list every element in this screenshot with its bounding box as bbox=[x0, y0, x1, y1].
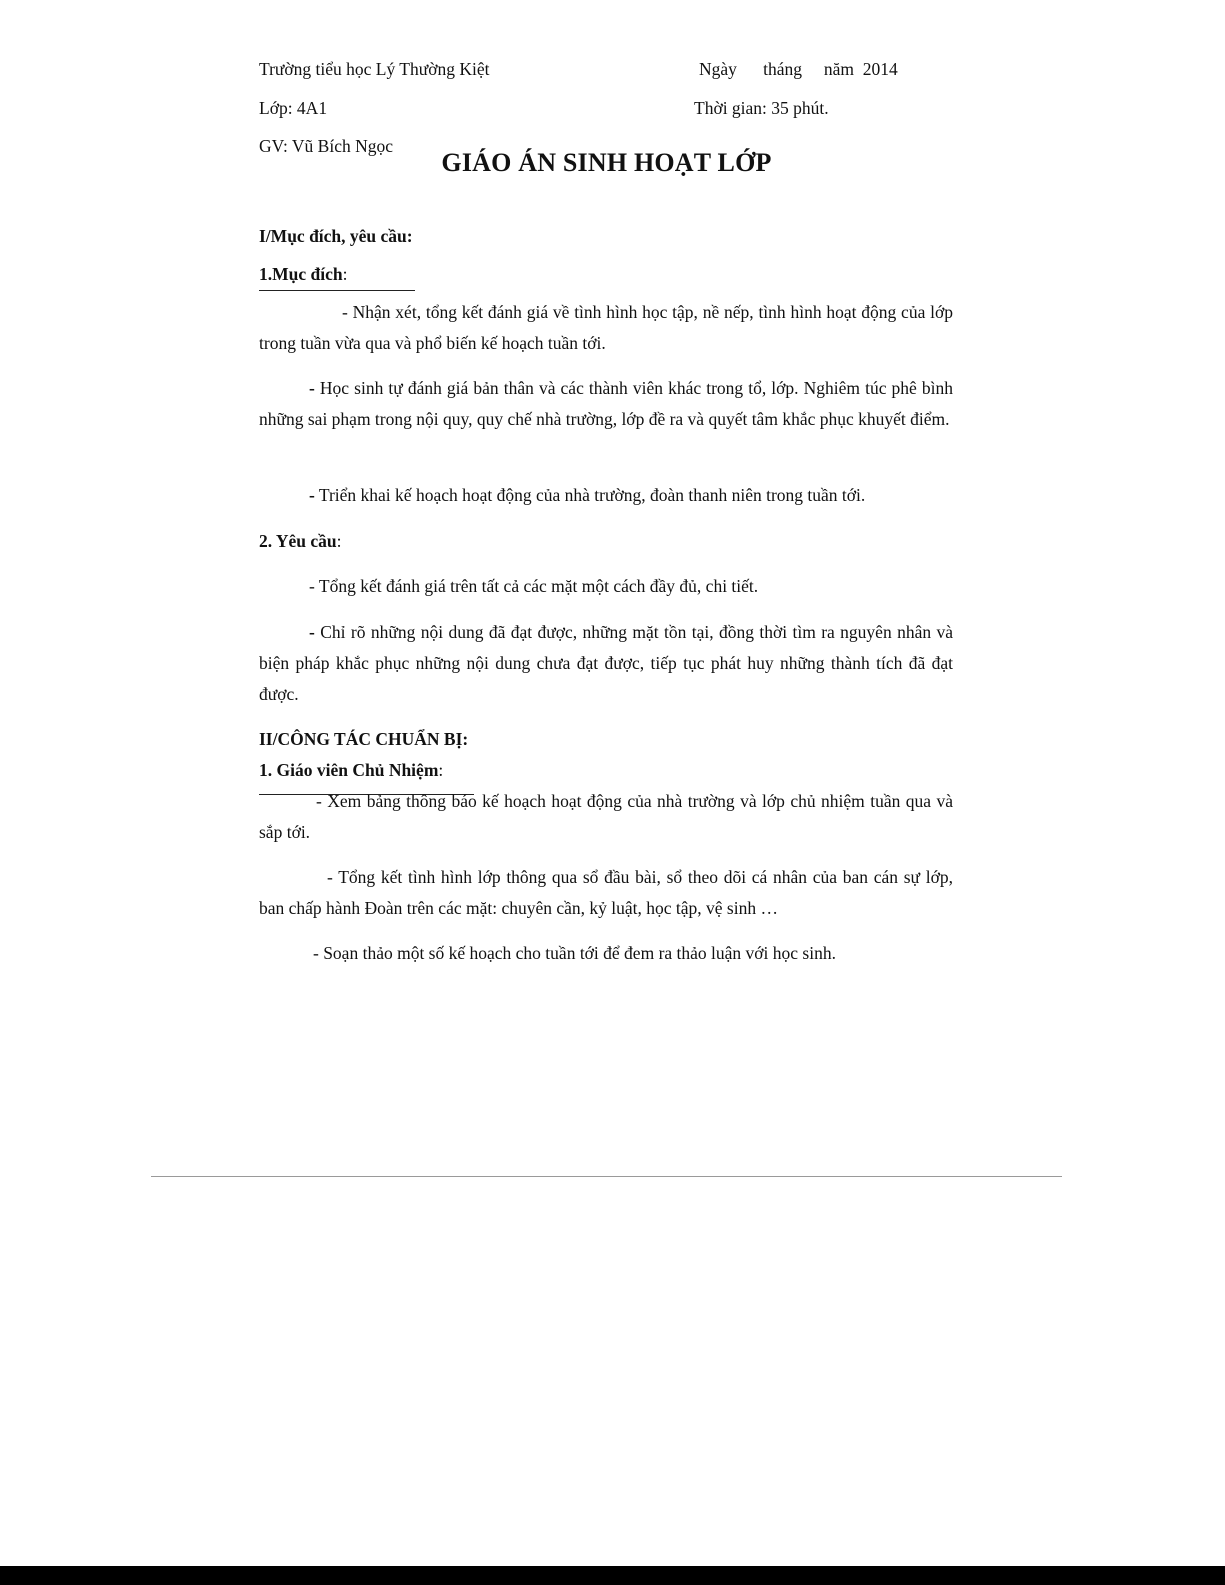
section-2-heading: II/CÔNG TÁC CHUẨN BỊ: bbox=[259, 729, 469, 749]
page-divider bbox=[151, 1176, 1062, 1177]
bullet-dash: - bbox=[309, 485, 315, 505]
section-1-1-label: 1.Mục đích bbox=[259, 264, 343, 284]
date-line: Ngày tháng năm 2014 bbox=[699, 59, 898, 79]
section-1-1-heading bbox=[259, 263, 348, 285]
section-1-heading: I/Mục đích, yêu cầu: bbox=[259, 226, 413, 246]
heading-underline bbox=[259, 290, 415, 291]
paragraph-1-2-a: - Tổng kết đánh giá trên tất cả các mặt một cách đầy đủ, chi tiết. bbox=[309, 576, 759, 596]
paragraph-1-2-b-text: Chỉ rõ những nội dung đã đạt được, những mặt tồn tại, đồng thời tìm ra nguyên nhân và biện pháp khắc phục những nội dung chưa đạt được, tiếp tục phát huy những thành tích đã đạt được. bbox=[259, 622, 953, 704]
section-2-1-heading bbox=[259, 759, 443, 781]
paragraph-1-2-b bbox=[259, 617, 953, 710]
bullet-dash: - bbox=[309, 378, 315, 398]
paragraph-2-1-a: - Xem bảng thông báo kế hoạch hoạt động của nhà trường và lớp chủ nhiệm tuần qua và sắp tới. bbox=[259, 791, 953, 842]
section-1-2-heading bbox=[259, 530, 342, 552]
paragraph-2-1-c: - Soạn thảo một số kế hoạch cho tuần tới để đem ra thảo luận với học sinh. bbox=[313, 943, 836, 963]
paragraph-1-1-a: - Nhận xét, tổng kết đánh giá về tình hình học tập, nề nếp, tình hình hoạt động của lớp trong tuần vừa qua và phổ biến kế hoạch tuần tới. bbox=[259, 302, 953, 353]
bottom-edge-bar bbox=[0, 1566, 1225, 1585]
teacher-line: GV: Vũ Bích Ngọc bbox=[259, 136, 393, 156]
section-1-2-label: 2. Yêu cầu bbox=[259, 531, 337, 551]
paragraph-1-1-c bbox=[259, 480, 953, 511]
class-line: Lớp: 4A1 bbox=[259, 98, 328, 118]
section-2-1-colon: : bbox=[438, 760, 444, 780]
paragraph-1-1-b-text: Học sinh tự đánh giá bản thân và các thành viên khác trong tổ, lớp. Nghiêm túc phê bình những sai phạm trong nội quy, quy chế nhà trường, lớp đề ra và quyết tâm khắc phục khuyết điểm. bbox=[259, 378, 953, 429]
paragraph-1-1-c-text: Triển khai kế hoạch hoạt động của nhà trường, đoàn thanh niên trong tuần tới. bbox=[314, 485, 866, 505]
section-2-1-label: 1. Giáo viên Chủ Nhiệm bbox=[259, 760, 439, 780]
time-line: Thời gian: 35 phút. bbox=[694, 98, 829, 118]
school-name: Trường tiểu học Lý Thường Kiệt bbox=[259, 59, 490, 79]
document-title: GIÁO ÁN SINH HOẠT LỚP bbox=[441, 148, 772, 177]
section-1-1-colon: : bbox=[342, 264, 348, 284]
paragraph-2-1-b: - Tổng kết tình hình lớp thông qua sổ đầu bài, sổ theo dõi cá nhân của ban cán sự lớp, ban chấp hành Đoàn trên các mặt: chuyên cần, kỷ luật, học tập, vệ sinh … bbox=[259, 867, 953, 918]
section-1-2-colon: : bbox=[336, 531, 342, 551]
paragraph-1-1-b bbox=[259, 373, 953, 435]
bullet-dash: - bbox=[309, 622, 315, 642]
